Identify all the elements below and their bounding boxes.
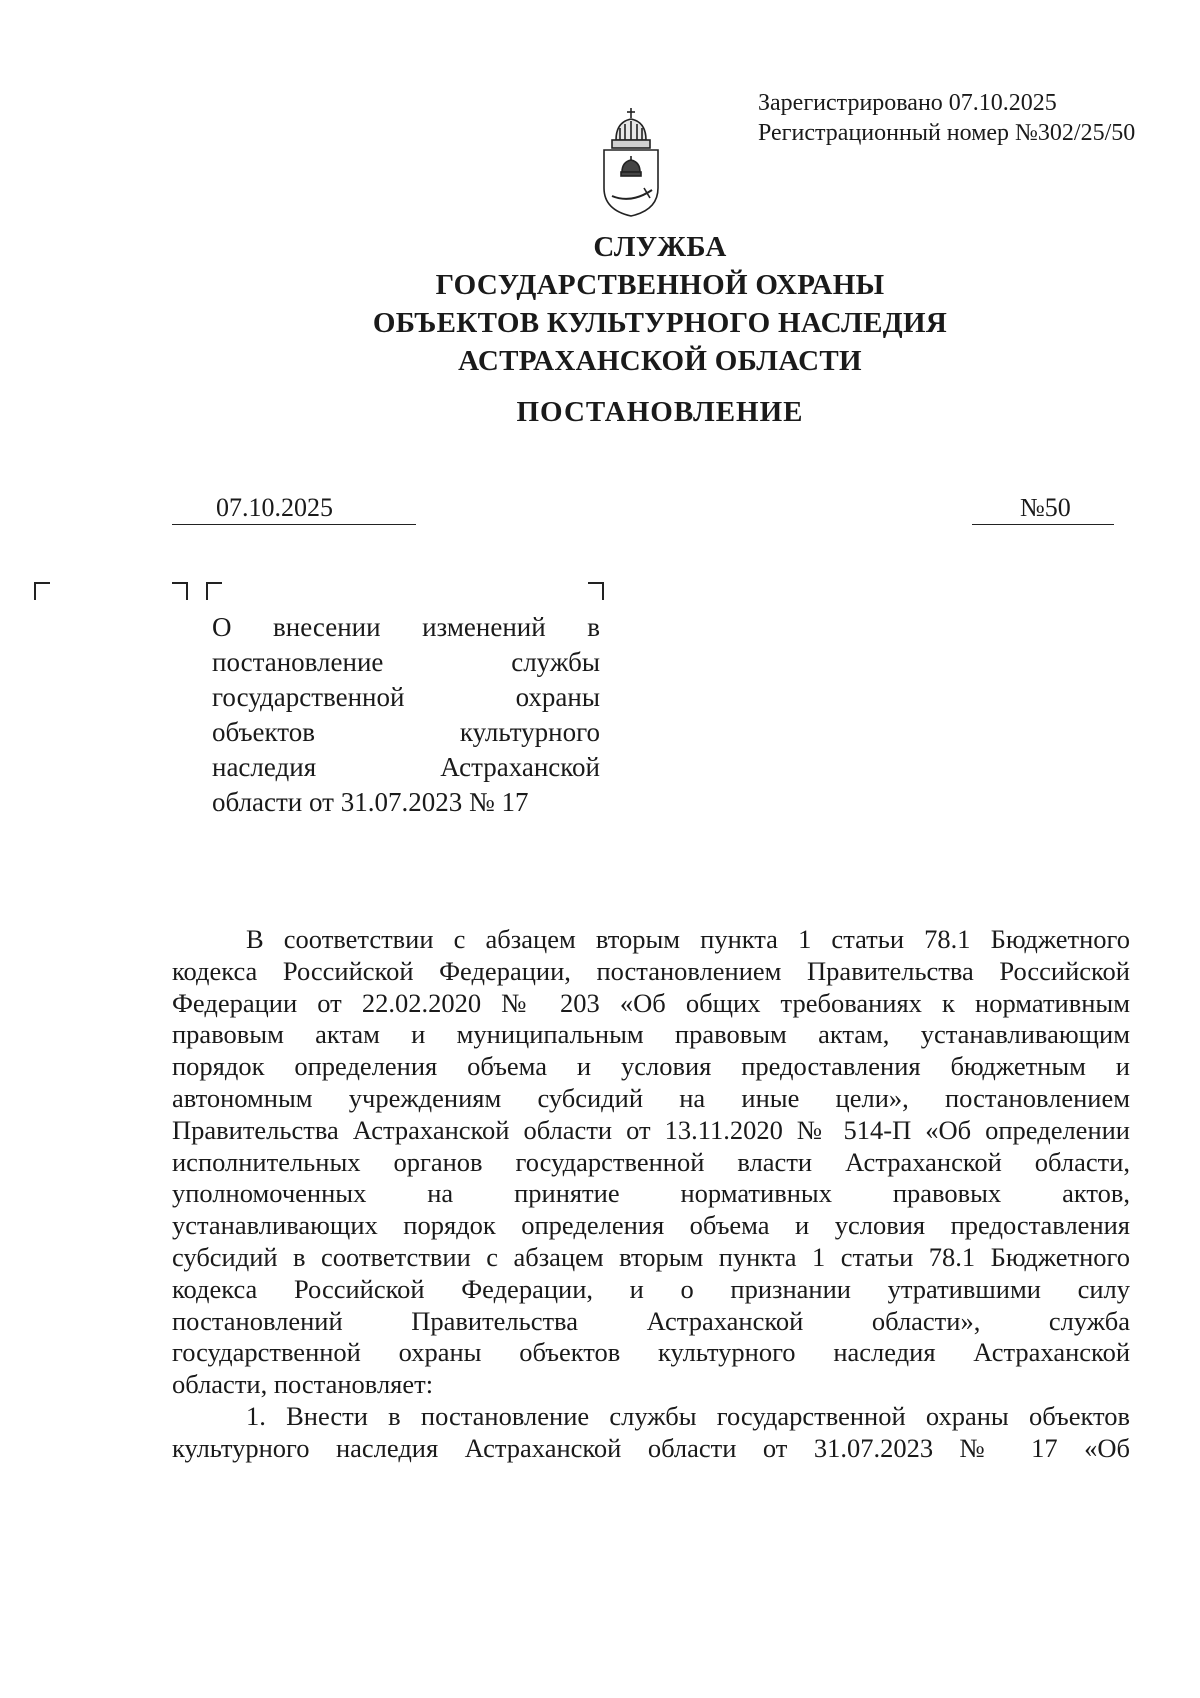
body-line: исполнительных органов государственной власти Астраханской области, [172,1146,1130,1177]
body-line: правовым актам и муниципальным правовым актам, устанавливающим [172,1019,1130,1050]
margin-corner-mark [34,582,50,600]
subject-corner-mark [206,582,222,600]
registration-stamp [758,88,1135,148]
body-line: области, постановляет: [172,1369,434,1400]
body-line: порядок определения объема и условия предоставления бюджетным и [172,1051,1130,1082]
body-text [172,924,1130,1465]
subject-corner-mark [588,582,604,600]
registration-date: Зарегистрировано 07.10.2025 [758,90,1057,116]
subject-line: государственной охраны [212,682,600,712]
body-line: субсидий в соответствии с абзацем вторым пункта 1 статьи 78.1 Бюджетного [172,1241,1130,1272]
registration-number: Регистрационный номер №302/25/50 [758,120,1136,146]
subject-line: области от 31.07.2023 № 17 [212,787,529,817]
coat-of-arms-icon [594,106,668,220]
body-line: уполномоченных на принятие нормативных правовых актов, [172,1178,1130,1209]
document-subject [212,610,600,820]
document-number: №50 [972,492,1114,525]
document-type: ПОСТАНОВЛЕНИЕ [516,396,804,428]
subject-line: наследия Астраханской [212,752,600,782]
body-line: кодекса Российской Федерации, и о признании утратившими силу [172,1273,1130,1304]
body-line: постановлений Правительства Астраханской области», служба [172,1305,1130,1336]
organization-name: СЛУЖБА ГОСУДАРСТВЕННОЙ ОХРАНЫ ОБЪЕКТОВ КУЛЬТУРНОГО НАСЛЕДИЯ АСТРАХАНСКОЙ ОБЛАСТИ [372,231,948,377]
body-line: В соответствии с абзацем вторым пункта 1 статьи 78.1 Бюджетного [246,924,1130,954]
subject-line: О внесении изменений в [212,612,600,642]
item-1-line: культурного наследия Астраханской области от 31.07.2023 № 17 «Об [172,1432,1130,1463]
body-line: кодекса Российской Федерации, постановлением Правительства Российской [172,955,1130,986]
subject-line: постановление службы [212,647,600,677]
body-line: автономным учреждениям субсидий на иные цели», постановлением [172,1082,1130,1113]
subject-line: объектов культурного [212,717,600,747]
subject-corner-mark [172,582,188,600]
body-line: государственной охраны объектов культурного наследия Астраханской [172,1337,1130,1368]
body-line: Правительства Астраханской области от 13.11.2020 № 514-П «Об определении [172,1114,1130,1145]
item-1-line: 1. Внести в постановление службы государственной охраны объектов [246,1400,1130,1431]
body-line: Федерации от 22.02.2020 № 203 «Об общих требованиях к нормативным [172,987,1130,1018]
document-date: 07.10.2025 [172,492,416,525]
body-line: устанавливающих порядок определения объема и условия предоставления [172,1210,1130,1241]
